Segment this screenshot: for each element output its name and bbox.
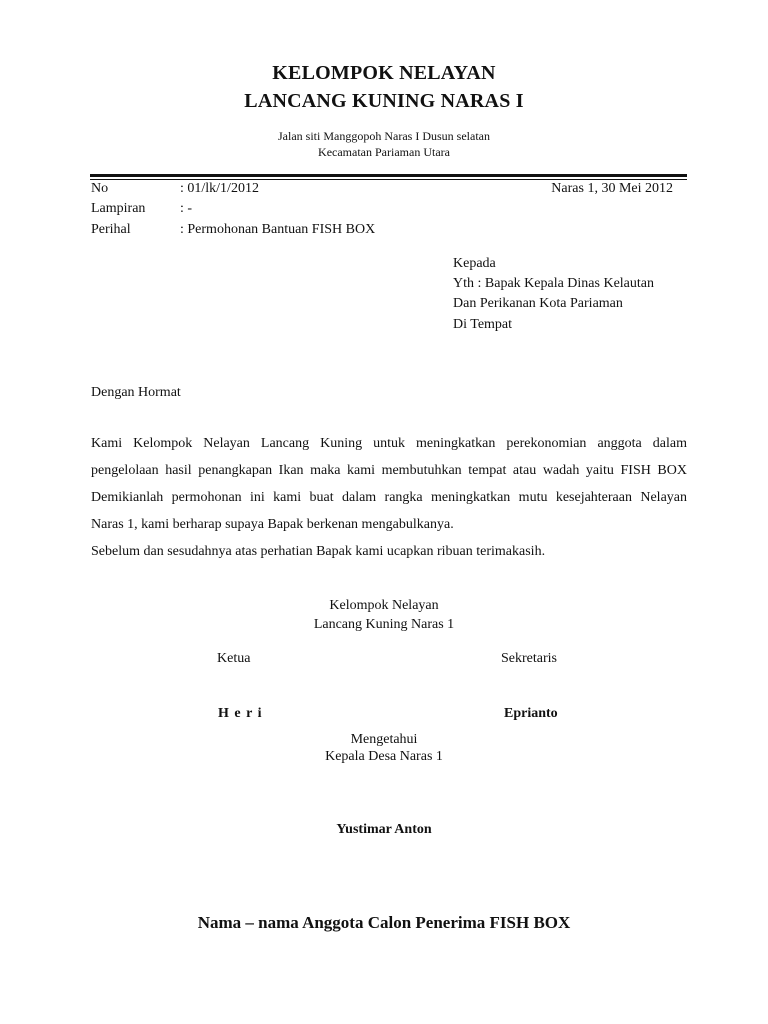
signature-sekretaris-label: Sekretaris [501, 651, 557, 666]
signature-ketua-name: H e r i [218, 706, 263, 721]
recipient-line3: Dan Perikanan Kota Pariaman [453, 296, 623, 311]
letterhead-title-line2: LANCANG KUNING NARAS I [244, 90, 524, 112]
meta-lampiran-label: Lampiran [91, 201, 146, 216]
meta-perihal-value: : Permohonan Bantuan FISH BOX [180, 222, 376, 237]
body-p1-line2: pengelolaan hasil penangkapan Ikan maka kami membutuhkan tempat atau wadah yaitu FISH BOX [91, 463, 687, 478]
letterhead-address-line1: Jalan siti Manggopoh Naras I Dusun selatan [278, 129, 490, 143]
recipient-line4: Di Tempat [453, 317, 513, 332]
letterhead-address-line2: Kecamatan Pariaman Utara [318, 145, 450, 159]
signature-kepala-desa: Kepala Desa Naras 1 [325, 749, 443, 764]
signature-sekretaris-name: Eprianto [504, 706, 558, 721]
meta-no-label: No [91, 181, 109, 196]
meta-lampiran-value: : - [180, 201, 193, 216]
letterhead-divider-thin [90, 179, 687, 180]
body-paragraph-1 [91, 430, 687, 538]
meta-no-value: : 01/lk/1/2012 [180, 181, 259, 196]
signature-mengetahui: Mengetahui [350, 732, 418, 747]
body-p1-line3: Demikianlah permohonan ini kami buat dalam rangka meningkatkan mutu kesejahteraan Nelayan [91, 490, 687, 505]
meta-place-date: Naras 1, 30 Mei 2012 [551, 181, 673, 196]
body-p1-line1: Kami Kelompok Nelayan Lancang Kuning untuk meningkatkan perekonomian anggota dalam [91, 436, 687, 451]
recipient-line2: Yth : Bapak Kepala Dinas Kelautan [453, 276, 654, 291]
greeting: Dengan Hormat [91, 385, 181, 400]
member-list-title: Nama – nama Anggota Calon Penerima FISH BOX [197, 913, 571, 932]
signature-org-line1: Kelompok Nelayan [329, 598, 439, 613]
body-p1-line4: Naras 1, kami berharap supaya Bapak berkenan mengabulkanya. [91, 517, 454, 532]
body-paragraph-2: Sebelum dan sesudahnya atas perhatian Bapak kami ucapkan ribuan terimakasih. [91, 544, 546, 559]
signature-org-line2: Lancang Kuning Naras 1 [313, 617, 455, 632]
meta-perihal-label: Perihal [91, 222, 131, 237]
signature-kepala-desa-name: Yustimar Anton [336, 822, 432, 837]
letterhead-divider-thick [90, 174, 687, 177]
signature-ketua-label: Ketua [217, 651, 251, 666]
letterhead-title-line1: KELOMPOK NELAYAN [272, 62, 496, 84]
recipient-line1: Kepada [453, 256, 496, 271]
